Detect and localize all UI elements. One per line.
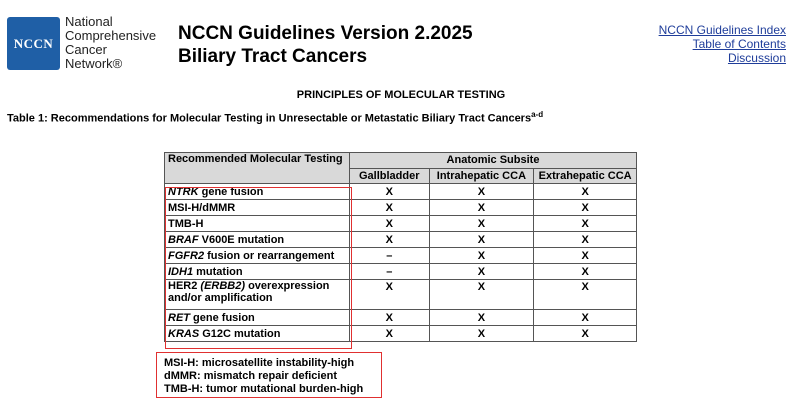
table-row (165, 184, 637, 200)
table-row (165, 264, 637, 280)
table-caption (7, 110, 543, 125)
test-description: gene fusion (198, 185, 264, 198)
test-description: overexpression and/or amplification (168, 280, 330, 304)
abbreviations-box (156, 352, 382, 398)
abbreviation-tmb-h: TMB-H: tumor mutational burden-high (164, 383, 364, 395)
logo-line: Comprehensive (65, 28, 157, 43)
abbreviation-msi-h: MSI-H: microsatellite instability-high (164, 357, 355, 369)
test-name-cell (165, 200, 350, 216)
document-title (178, 22, 473, 68)
logo-line: Cancer (65, 42, 107, 57)
guideline-nav (659, 23, 786, 65)
subsite-value-cell: X (350, 310, 430, 326)
gene-name: (ERBB2) (200, 280, 246, 292)
subsite-value-cell: X (534, 216, 637, 232)
subsite-value-cell: X (350, 216, 430, 232)
gene-name: FGFR2 (168, 249, 205, 262)
gene-name: BRAF (168, 233, 199, 246)
subsite-value-cell: – (350, 248, 430, 264)
test-name-cell (165, 264, 350, 280)
molecular-testing-table (164, 152, 637, 342)
gene-name: RET (168, 311, 190, 324)
subsite-value-cell: – (350, 264, 430, 280)
title-version: NCCN Guidelines Version 2.2025 (178, 23, 473, 44)
table-row (165, 310, 637, 326)
subsite-value-cell: X (534, 248, 637, 264)
header-anatomic-subsite: Anatomic Subsite (350, 153, 637, 169)
header-intrahepatic-cca: Intrahepatic CCA (429, 168, 534, 184)
test-name-cell (165, 184, 350, 200)
table-row (165, 232, 637, 248)
subsite-value-cell: X (534, 264, 637, 280)
test-name-cell (165, 326, 350, 342)
logo-wordmark (65, 15, 156, 71)
test-description: gene fusion (190, 311, 255, 324)
subsite-value-cell: X (534, 280, 637, 310)
test-name-cell (165, 248, 350, 264)
table-row (165, 200, 637, 216)
subsite-value-cell: X (429, 200, 534, 216)
test-name-cell (165, 280, 350, 310)
link-guidelines-index[interactable]: NCCN Guidelines Index (658, 23, 786, 37)
logo-mark: NCCN (13, 35, 54, 51)
subsite-value-cell: X (429, 184, 534, 200)
nccn-logo (7, 17, 60, 70)
abbreviation-dmmr: dMMR: mismatch repair deficient (164, 370, 337, 382)
subsite-value-cell: X (534, 184, 637, 200)
subsite-value-cell: X (350, 184, 430, 200)
test-description: mutation (193, 265, 243, 278)
subsite-value-cell: X (534, 310, 637, 326)
table-row (165, 326, 637, 342)
section-heading: PRINCIPLES OF MOLECULAR TESTING (296, 89, 506, 101)
subsite-value-cell: X (350, 232, 430, 248)
header-extrahepatic-cca: Extrahepatic CCA (534, 168, 637, 184)
subsite-value-cell: X (429, 216, 534, 232)
gene-name: KRAS (168, 327, 200, 340)
subsite-value-cell: X (534, 326, 637, 342)
link-discussion[interactable]: Discussion (727, 51, 786, 65)
subsite-value-cell: X (350, 200, 430, 216)
table-body (165, 184, 637, 342)
test-description: V600E mutation (198, 233, 285, 246)
subsite-value-cell: X (429, 310, 534, 326)
link-table-of-contents[interactable]: Table of Contents (692, 37, 786, 51)
title-cancer-type: Biliary Tract Cancers (178, 46, 368, 67)
logo-line: Network® (65, 56, 123, 71)
table-caption-text: Table 1: Recommendations for Molecular Testing in Unresectable or Metastatic Biliary Tract Cancers (7, 112, 532, 125)
header-recommended-testing: Recommended Molecular Testing (165, 153, 350, 184)
table-row (165, 248, 637, 264)
gene-name: NTRK (168, 185, 199, 198)
table-caption-footnote-ref: a-d (531, 110, 544, 119)
subsite-value-cell: X (429, 248, 534, 264)
subsite-value-cell: X (534, 232, 637, 248)
test-name-cell (165, 310, 350, 326)
table-row (165, 280, 637, 310)
header-gallbladder: Gallbladder (350, 168, 430, 184)
test-name-cell (165, 216, 350, 232)
test-description: MSI-H/dMMR (168, 201, 236, 214)
test-name-cell (165, 232, 350, 248)
test-prefix: HER2 (168, 280, 201, 292)
subsite-value-cell: X (350, 326, 430, 342)
test-description: TMB-H (168, 217, 204, 230)
gene-name: IDH1 (168, 265, 194, 278)
test-description: fusion or rearrangement (204, 249, 335, 262)
logo-line: National (65, 14, 113, 29)
table-row (165, 216, 637, 232)
subsite-value-cell: X (429, 326, 534, 342)
subsite-value-cell: X (350, 280, 430, 310)
subsite-value-cell: X (429, 264, 534, 280)
subsite-value-cell: X (429, 280, 534, 310)
subsite-value-cell: X (429, 232, 534, 248)
subsite-value-cell: X (534, 200, 637, 216)
test-description: G12C mutation (199, 327, 281, 340)
